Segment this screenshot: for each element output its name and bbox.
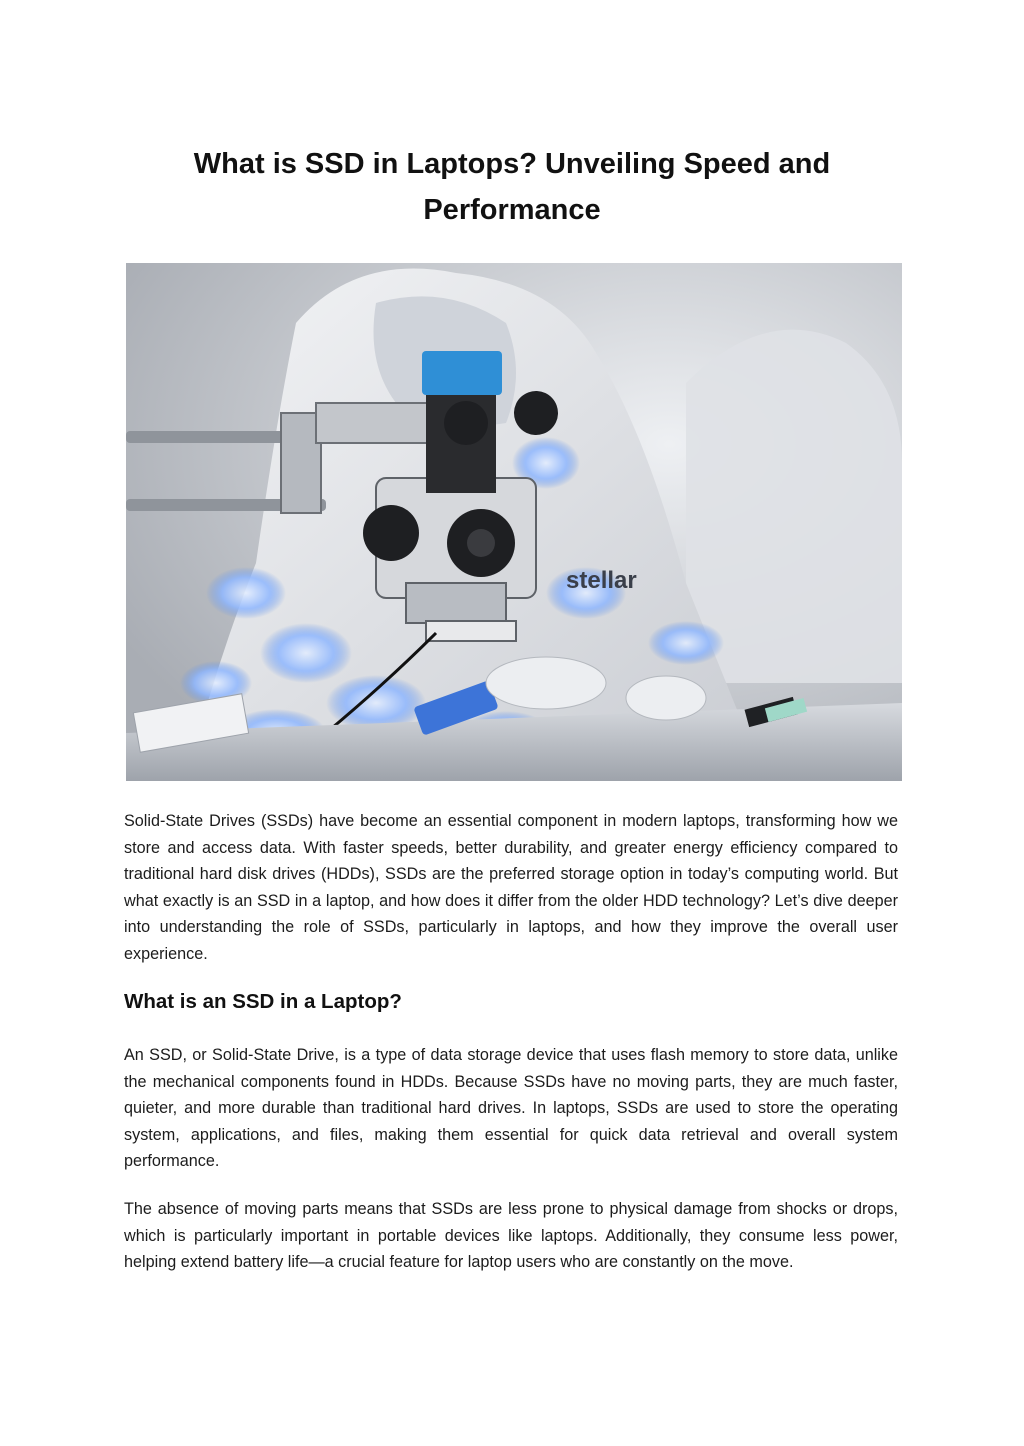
article-title: What is SSD in Laptops? Unveiling Speed and Performance xyxy=(193,148,831,227)
section-heading: What is an SSD in a Laptop? xyxy=(124,990,402,1013)
hero-image xyxy=(126,263,902,781)
section-paragraph-1: An SSD, or Solid-State Drive, is a type of data storage device that uses flash memory to store data, unlike the mechanical components found in HDDs. Because SSDs have no moving parts, they are much faster, quieter, and more durable than traditional hard drives. In laptops, SSDs are used to store the operating system, applications, and files, making them essential for quick data retrieval and overall system performance. xyxy=(124,1046,898,1171)
lab-microscope-illustration xyxy=(126,263,902,781)
intro-paragraph: Solid-State Drives (SSDs) have become an essential component in modern laptops, transforming how we store and access data. With faster speeds, better durability, and greater energy efficiency compared to traditional hard disk drives (HDDs), SSDs are the preferred storage option in today’s computing world. But what exactly is an SSD in a laptop, and how does it differ from the older HDD technology? Let’s dive deeper into understanding the role of SSDs, particularly in laptops, and how they improve the overall user experience. xyxy=(124,812,898,963)
stellar-logo: stellar xyxy=(566,567,637,594)
section-paragraph-2: The absence of moving parts means that SSDs are less prone to physical damage from shocks or drops, which is particularly important in portable devices like laptops. Additionally, they consume less power, helping extend battery life—a crucial feature for laptop users who are constantly on the move. xyxy=(124,1200,898,1272)
